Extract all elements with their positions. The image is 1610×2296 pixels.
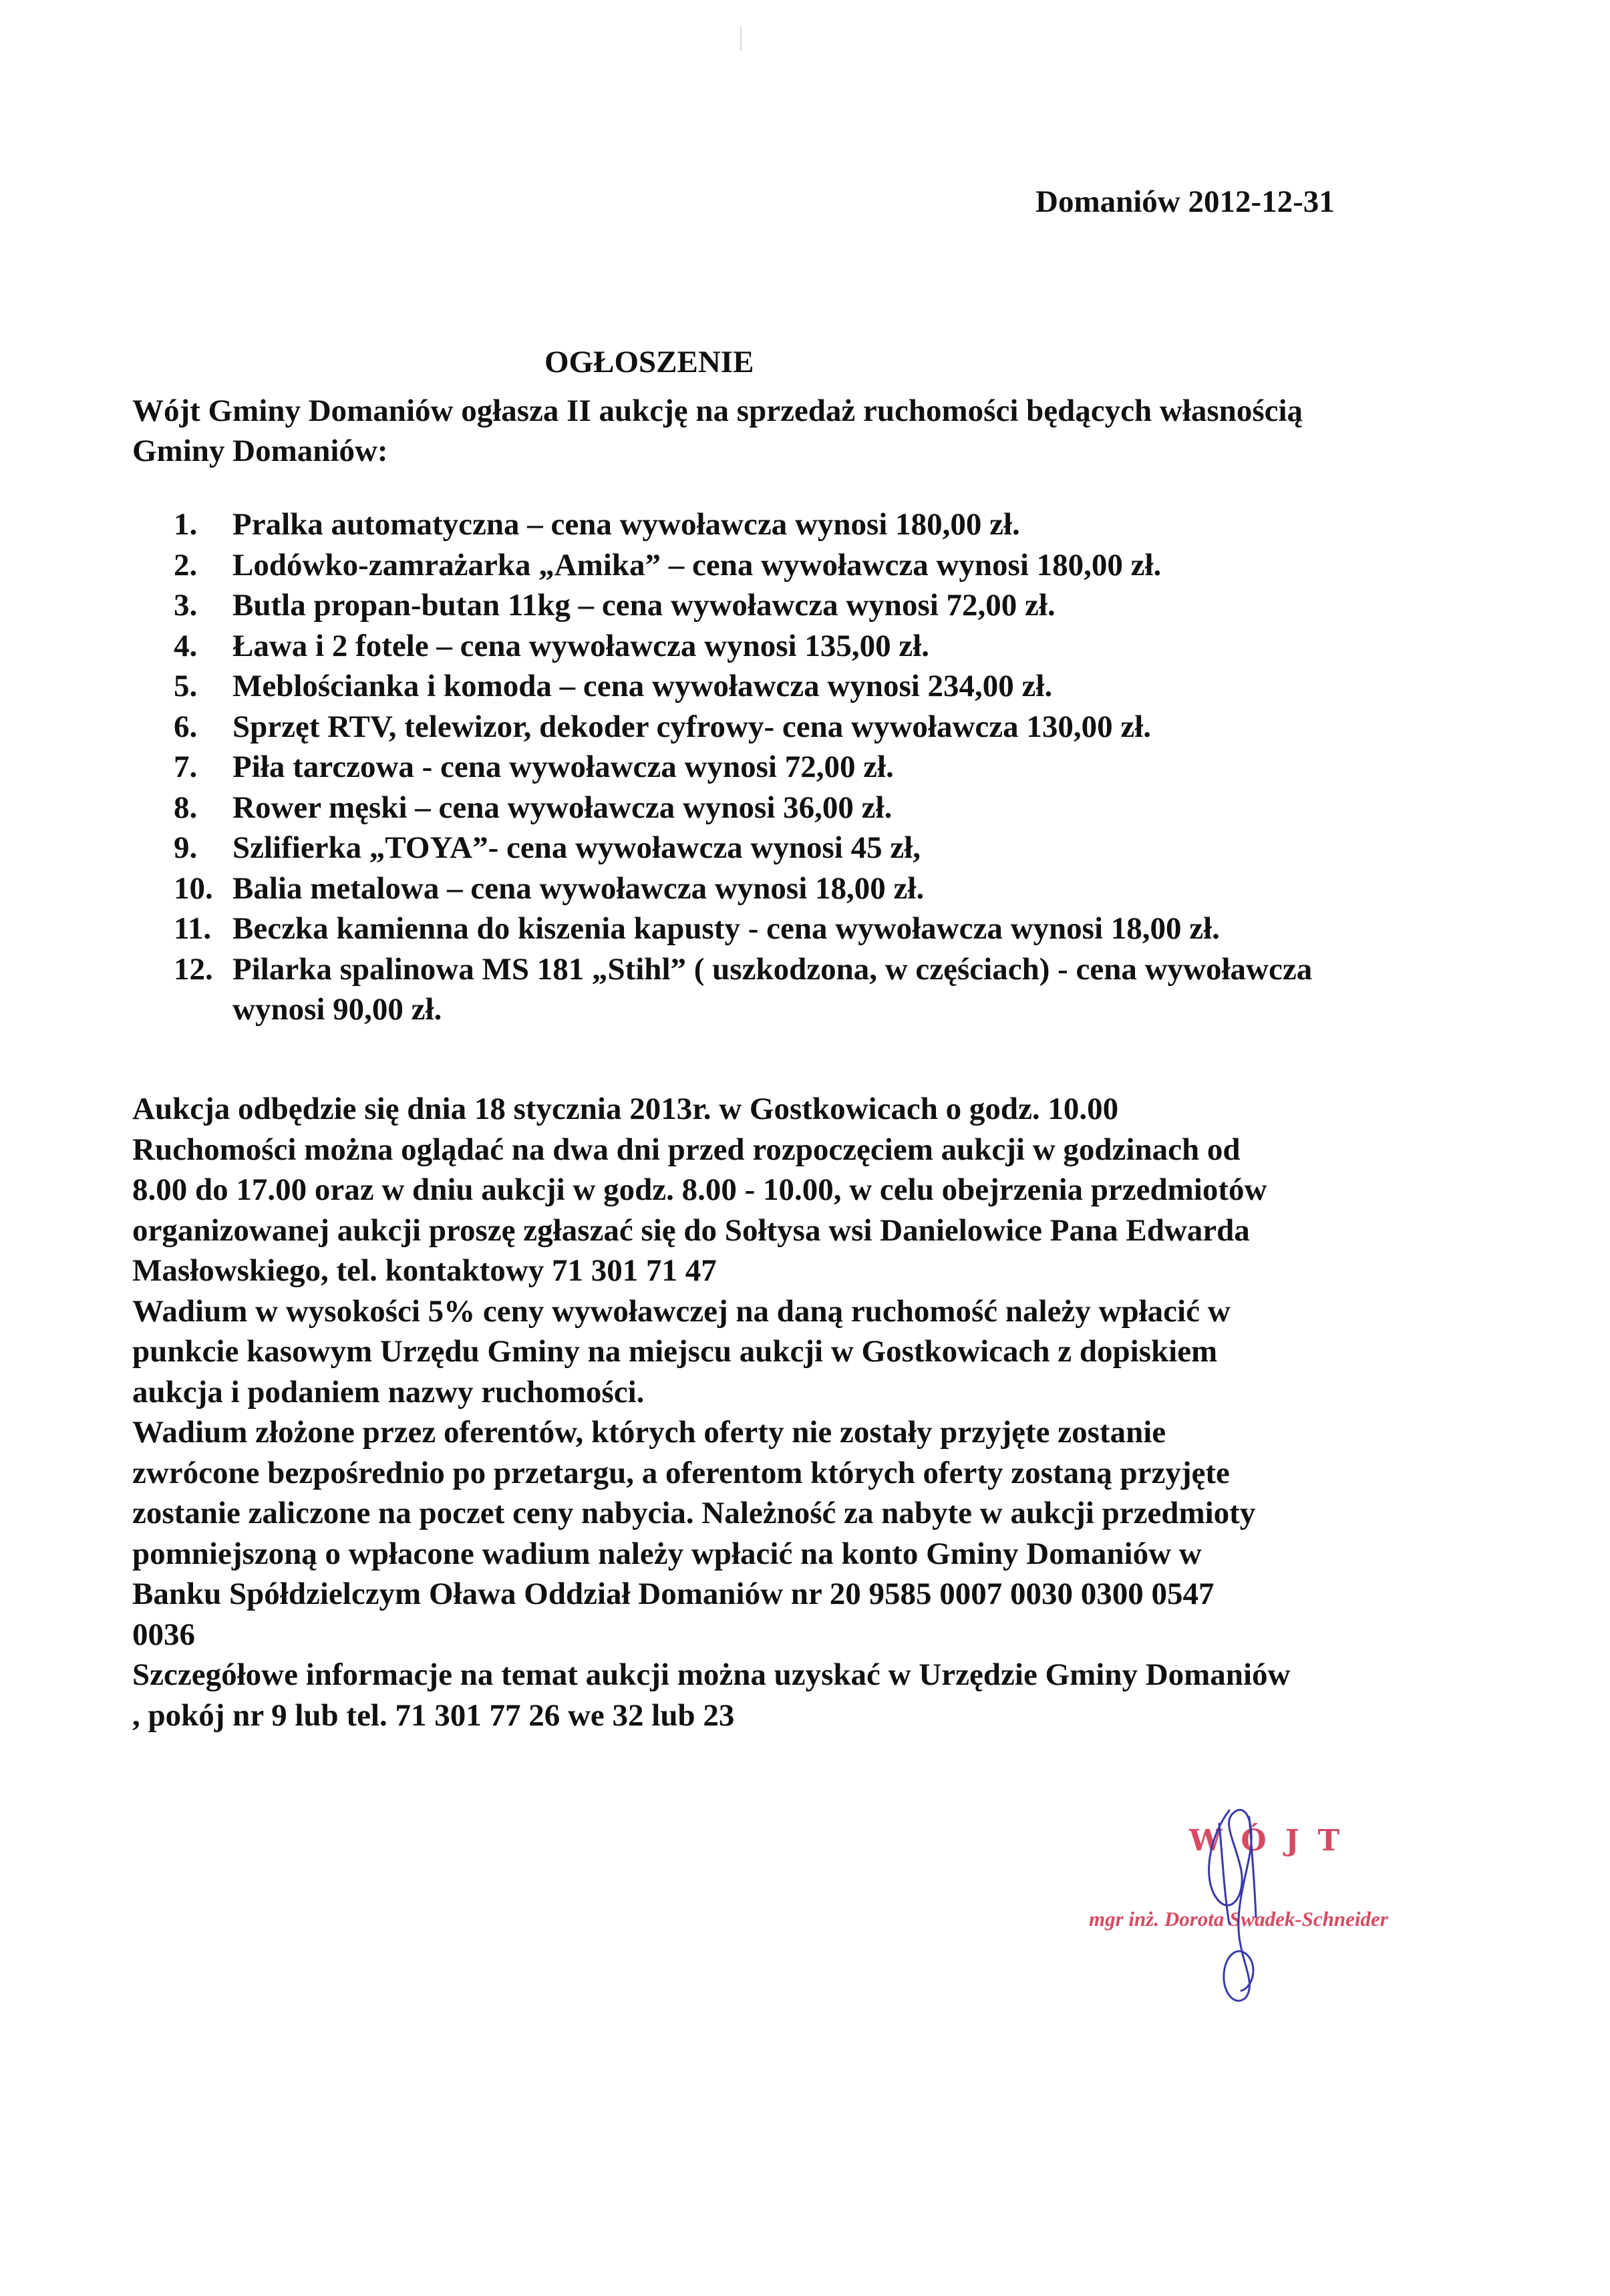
list-item-number: 3.	[174, 588, 198, 623]
items-list	[132, 504, 1468, 1030]
text-line: Wadium w wysokości 5% ceny wywoławczej na daną ruchomość należy wpłacić w	[132, 1293, 1231, 1329]
list-item	[132, 626, 1468, 667]
text-line: aukcja i podaniem nazwy ruchomości.	[132, 1374, 645, 1410]
auction-details	[132, 1089, 1468, 1736]
list-item-text: Pilarka spalinowa MS 181 „Stihl” ( uszkodzona, w częściach) - cena wywoławcza wynosi 90,00 zł.	[232, 951, 1313, 1027]
text-line: , pokój nr 9 lub tel. 71 301 77 26 we 32 lub 23	[132, 1697, 735, 1733]
text-line: Aukcja odbędzie się dnia 18 stycznia 2013r. w Gostkowicach o godz. 10.00	[132, 1092, 1119, 1126]
list-item	[132, 909, 1468, 949]
text-line: zwrócone bezpośrednio po przetargu, a oferentom których oferty zostaną przyjęte	[132, 1455, 1230, 1490]
list-item	[132, 788, 1468, 828]
list-item	[132, 666, 1468, 707]
list-item-text: Rower męski – cena wywoławcza wynosi 36,00 zł.	[232, 790, 893, 825]
list-item-number: 10.	[174, 870, 213, 906]
list-item-text: Lodówko-zamrażarka „Amika” – cena wywoławcza wynosi 180,00 zł.	[232, 547, 1162, 583]
list-item-number: 8.	[174, 790, 198, 825]
list-item	[132, 545, 1468, 586]
list-item-number: 12.	[174, 951, 213, 987]
text-line: punkcie kasowym Urzędu Gminy na miejscu aukcji w Gostkowicach z dopiskiem	[132, 1334, 1218, 1369]
list-item	[132, 868, 1468, 909]
list-item-number: 5.	[174, 669, 198, 703]
list-item-number: 4.	[174, 628, 198, 663]
list-item-number: 11.	[174, 911, 212, 946]
list-item-text: Sprzęt RTV, telewizor, dekoder cyfrowy- cena wywoławcza 130,00 zł.	[232, 709, 1152, 744]
list-item-number: 6.	[174, 709, 198, 744]
list-item	[132, 707, 1468, 748]
list-item	[132, 949, 1468, 1030]
list-item-text: Piła tarczowa - cena wywoławcza wynosi 72,00 zł.	[232, 750, 894, 784]
list-item-number: 9.	[174, 830, 198, 865]
scan-artifact	[740, 27, 742, 51]
text-line: organizowanej aukcji proszę zgłaszać się do Sołtysa wsi Danielowice Pana Edwarda	[132, 1212, 1250, 1248]
list-item-number: 7.	[174, 750, 198, 784]
text-line: Banku Spółdzielczym Oława Oddział Domaniów nr 20 9585 0007 0030 0300 0547	[132, 1577, 1215, 1611]
stamp-title: WÓJT	[1189, 1824, 1359, 1858]
text-line: 0036	[132, 1617, 195, 1652]
handwritten-signature	[1182, 1797, 1289, 2004]
text-line: Masłowskiego, tel. kontaktowy 71 301 71 47	[132, 1253, 717, 1288]
list-item	[132, 504, 1468, 545]
text-line: 8.00 do 17.00 oraz w dniu aukcji w godz. 8.00 - 10.00, w celu obejrzenia przedmiotów	[132, 1172, 1267, 1207]
list-item	[132, 747, 1468, 788]
intro-paragraph: Wójt Gminy Domaniów ogłasza II aukcję na sprzedaż ruchomości będących własnością Gminy Domaniów:	[132, 393, 1303, 468]
text-line: pomniejszoną o wpłacone wadium należy wpłacić na konto Gminy Domaniów w	[132, 1536, 1202, 1571]
text-line: Ruchomości można oglądać na dwa dni przed rozpoczęciem aukcji w godzinach od	[132, 1132, 1241, 1167]
list-item-text: Butla propan-butan 11kg – cena wywoławcza wynosi 72,00 zł.	[232, 588, 1056, 623]
document-title: OGŁOSZENIE	[544, 345, 754, 379]
list-item	[132, 585, 1468, 626]
text-line: Wadium złożone przez oferentów, których oferty nie zostały przyjęte zostanie	[132, 1415, 1166, 1450]
text-line: Szczegółowe informacje na temat aukcji można uzyskać w Urzędzie Gminy Domaniów	[132, 1657, 1291, 1692]
list-item-number: 1.	[174, 507, 198, 542]
text-line: zostanie zaliczone na poczet ceny nabycia. Należność za nabyte w aukcji przedmioty	[132, 1496, 1256, 1530]
list-item-number: 2.	[174, 547, 198, 583]
list-item-text: Balia metalowa – cena wywoławcza wynosi 18,00 zł.	[232, 870, 925, 906]
list-item-text: Meblościanka i komoda – cena wywoławcza wynosi 234,00 zł.	[232, 669, 1053, 703]
list-item-text: Pralka automatyczna – cena wywoławcza wynosi 180,00 zł.	[232, 507, 1020, 542]
place-date: Domaniów 2012-12-31	[1035, 184, 1335, 219]
list-item-text: Ława i 2 fotele – cena wywoławcza wynosi 135,00 zł.	[232, 628, 929, 663]
stamp-name: mgr inż. Dorota Swadek-Schneider	[1089, 1907, 1388, 1931]
list-item-text: Szlifierka „TOYA”- cena wywoławcza wynosi 45 zł,	[232, 830, 921, 865]
list-item-text: Beczka kamienna do kiszenia kapusty - cena wywoławcza wynosi 18,00 zł.	[232, 911, 1220, 946]
list-item	[132, 828, 1468, 868]
